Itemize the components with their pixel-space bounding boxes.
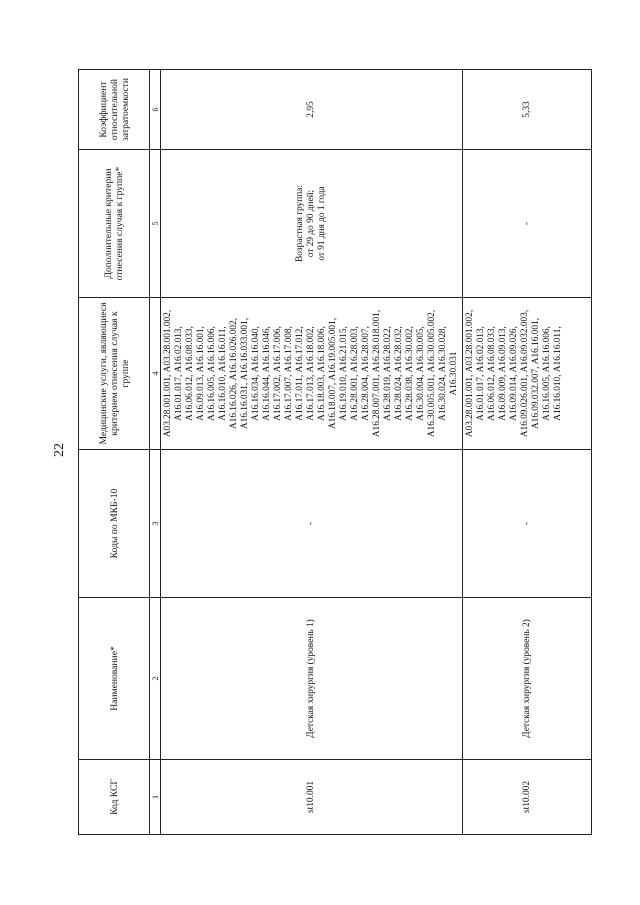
ksg-code: st10.001: [161, 760, 463, 835]
ksg-name: Детская хирургия (уровень 2): [463, 598, 592, 760]
header-extra: Дополнительные критерии отнесения случая к группе*: [79, 150, 150, 298]
ksg-code: st10.002: [463, 760, 592, 835]
cost-coefficient: 2,95: [161, 70, 463, 150]
page-number: 22: [52, 443, 67, 457]
service-codes: А03.28.001.001, А03.28.001.002, А16.01.017, А16.02.013, А16.06.012, А16.08.033, А16.09.013, А16.16.001, А16.16.005, А16.16.006, А16.16.010, А16.16.011, А16.16.026, А16.16.026.002, А16.16.031, А16.16.033.001, А16.16.034, А16.16.040, А16.16.044, А16.16.046, А16.17.002, А16.17.006, А16.17.007, А16.17.008, А16.17.011, А16.17.012, А16.17.013, А16.18.002, А16.18.003, А16.18.006, А16.18.007, А16.19.005.001, А16.19.010, А16.21.015, А16.28.001, А16.28.003, А16.28.004, А16.28.007, А16.28.007.001, А16.28.018.001, А16.28.019, А16.28.022, А16.28.024, А16.28.032, А16.28.038, А16.30.002, А16.30.004, А16.30.005, А16.30.005.001, А16.30.005.002, А16.30.024, А16.30.028, А16.30.031: [161, 298, 463, 450]
column-number: 1: [150, 760, 161, 835]
table-row: [463, 70, 592, 835]
document-frame: [78, 70, 563, 835]
column-number: 2: [150, 598, 161, 760]
table-row: [161, 70, 463, 835]
mkb-codes: -: [161, 450, 463, 598]
cost-coefficient: 5,33: [463, 70, 592, 150]
column-number-row: [150, 70, 161, 835]
header-mkb: Коды по МКБ-10: [79, 450, 150, 598]
extra-criteria: -: [463, 150, 592, 298]
extra-criteria: Возрастная группа: от 29 до 90 дней; от 91 дня до 1 года: [161, 150, 463, 298]
ksg-table: [78, 69, 592, 835]
mkb-codes: -: [463, 450, 592, 598]
column-number: 3: [150, 450, 161, 598]
rotated-table-wrapper: [78, 70, 563, 835]
header-services: Медицинские услуги, являющиеся критерием отнесения случая к группе: [79, 298, 150, 450]
service-codes: А03.28.001.001, А03.28.001.002, А16.01.017, А16.02.013, А16.06.012, А16.08.033, А16.09.009, А16.09.013, А16.09.014, А16.09.026, А16.09.026.001, А16.09.032.003, А16.09.032.007, А16.16.001, А16.16.005, А16.16.006, А16.16.010, А16.16.011,: [463, 298, 592, 450]
ksg-name: Детская хирургия (уровень 1): [161, 598, 463, 760]
table-header-row: [79, 70, 150, 835]
column-number: 5: [150, 150, 161, 298]
header-name: Наименование*: [79, 598, 150, 760]
header-code: Код КСГ: [79, 760, 150, 835]
header-coef: Коэффициент относительной затратоемкости: [79, 70, 150, 150]
column-number: 6: [150, 70, 161, 150]
column-number: 4: [150, 298, 161, 450]
